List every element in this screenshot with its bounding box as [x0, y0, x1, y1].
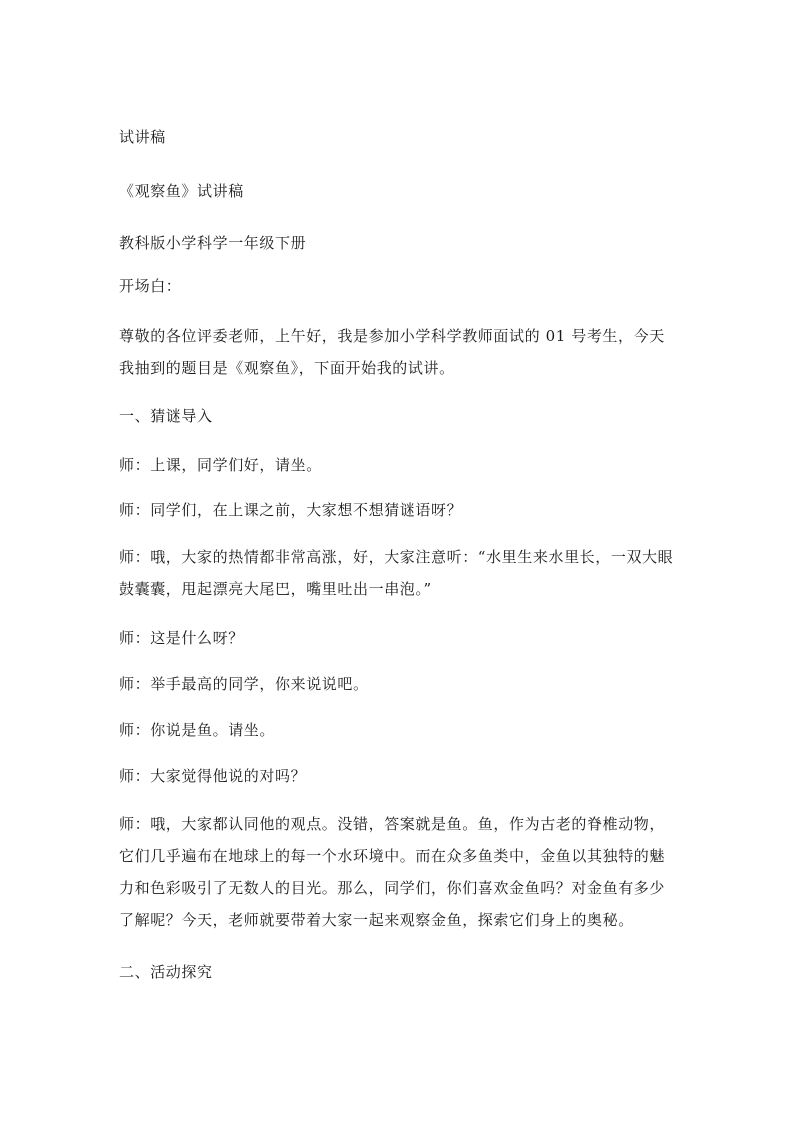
dialogue-line: 师：大家觉得他说的对吗？ [119, 767, 307, 785]
dialogue-line: 师：同学们，在上课之前，大家想不想猜谜语呀？ [119, 501, 463, 519]
document-title: 《观察鱼》试讲稿 [119, 182, 244, 200]
dialogue-line: 师：你说是鱼。请坐。 [119, 721, 276, 739]
opening-label: 开场白： [119, 277, 182, 295]
document-heading: 试讲稿 [119, 128, 166, 146]
dialogue-line: 师：哦，大家的热情都非常高涨，好，大家注意听：“水里生来水里长，一双大眼鼓囊囊，甩起漂亮大尾巴，嘴里吐出一串泡。” [119, 548, 674, 598]
opening-paragraph: 尊敬的各位评委老师，上午好，我是参加小学科学教师面试的 01 号考生，今天我抽到的题目是《观察鱼》，下面开始我的试讲。 [119, 327, 665, 377]
dialogue-line: 师：举手最高的同学，你来说说吧。 [119, 675, 369, 693]
section-title-2: 二、活动探究 [119, 963, 213, 981]
section-title-1: 一、猜谜导入 [119, 407, 213, 425]
dialogue-line: 师：上课，同学们好，请坐。 [119, 456, 322, 474]
dialogue-line: 师：这是什么呀？ [119, 629, 244, 647]
document-subtitle: 教科版小学科学一年级下册 [119, 234, 307, 252]
dialogue-line: 师：哦，大家都认同他的观点。没错，答案就是鱼。鱼，作为古老的脊椎动物，它们几乎遍布在地球上的每一个水环境中。而在众多鱼类中，金鱼以其独特的魅力和色彩吸引了无数人的目光。那么，同学们，你们喜欢金鱼吗？对金鱼有多少了解呢？今天，老师就要带着大家一起来观察金鱼，探索它们身上的奥秘。 [119, 815, 666, 929]
